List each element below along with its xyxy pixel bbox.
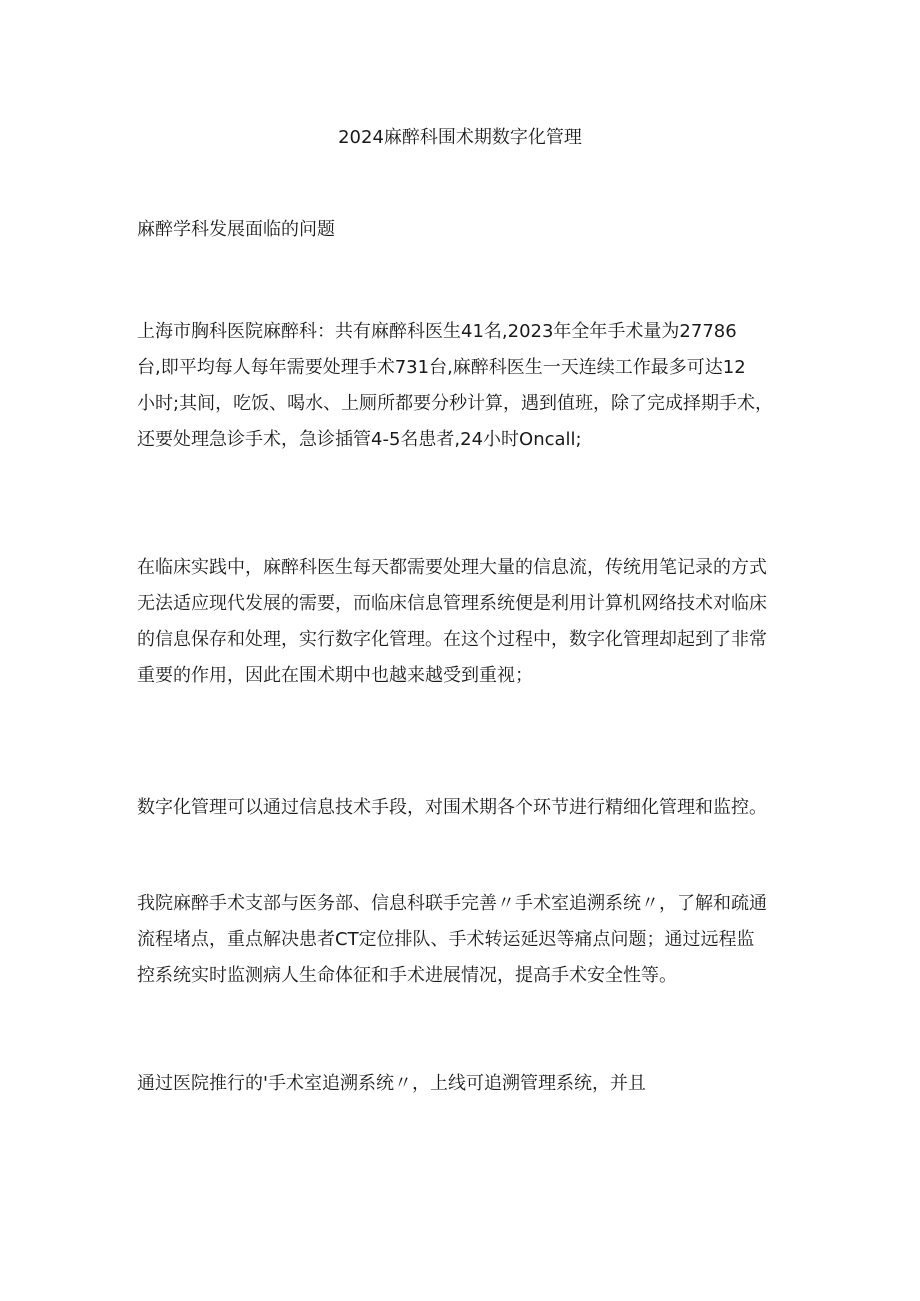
paragraph-line: 数字化管理可以通过信息技术手段，对围术期各个环节进行精细化管理和监控。	[137, 797, 767, 818]
paragraph-traceability-system	[137, 886, 797, 994]
paragraph-digital-management	[137, 790, 797, 826]
paragraph-line: 我院麻醉手术支部与医务部、信息科联手完善〃手术室追溯系统〃，了解和疏通	[137, 893, 767, 914]
document-title: 2024麻醉科围术期数字化管理	[338, 127, 582, 148]
paragraph-line: 上海市胸科医院麻醉科：共有麻醉科医生41名,2023年全年手术量为27786	[137, 321, 737, 342]
paragraph-line: 通过医院推行的'手术室追溯系统〃，上线可追溯管理系统，并且	[137, 1073, 646, 1094]
paragraph-clinical-practice	[137, 550, 797, 694]
paragraph-line: 小时;其间，吃饭、喝水、上厕所都要分秒计算，遇到值班，除了完成择期手术，	[137, 393, 774, 414]
section-heading: 麻醉学科发展面临的问题	[137, 219, 335, 240]
paragraph-line: 在临床实践中，麻醉科医生每天都需要处理大量的信息流，传统用笔记录的方式	[137, 557, 767, 578]
paragraph-line: 还要处理急诊手术，急诊插管4-5名患者,24小时Oncall;	[137, 429, 582, 450]
paragraph-hospital-rollout	[137, 1066, 797, 1102]
paragraph-line: 无法适应现代发展的需要，而临床信息管理系统便是利用计算机网络技术对临床	[137, 593, 767, 614]
paragraph-line: 重要的作用，因此在围术期中也越来越受到重视；	[137, 665, 533, 686]
paragraph-workload	[137, 314, 797, 458]
paragraph-line: 控系统实时监测病人生命体征和手术进展情况，提高手术安全性等。	[137, 965, 677, 986]
paragraph-line: 流程堵点，重点解决患者CT定位排队、手术转运延迟等痛点问题；通过远程监	[137, 929, 755, 950]
paragraph-line: 的信息保存和处理，实行数字化管理。在这个过程中，数字化管理却起到了非常	[137, 629, 767, 650]
paragraph-line: 台,即平均每人每年需要处理手术731台,麻醉科医生一天连续工作最多可达12	[137, 357, 746, 378]
